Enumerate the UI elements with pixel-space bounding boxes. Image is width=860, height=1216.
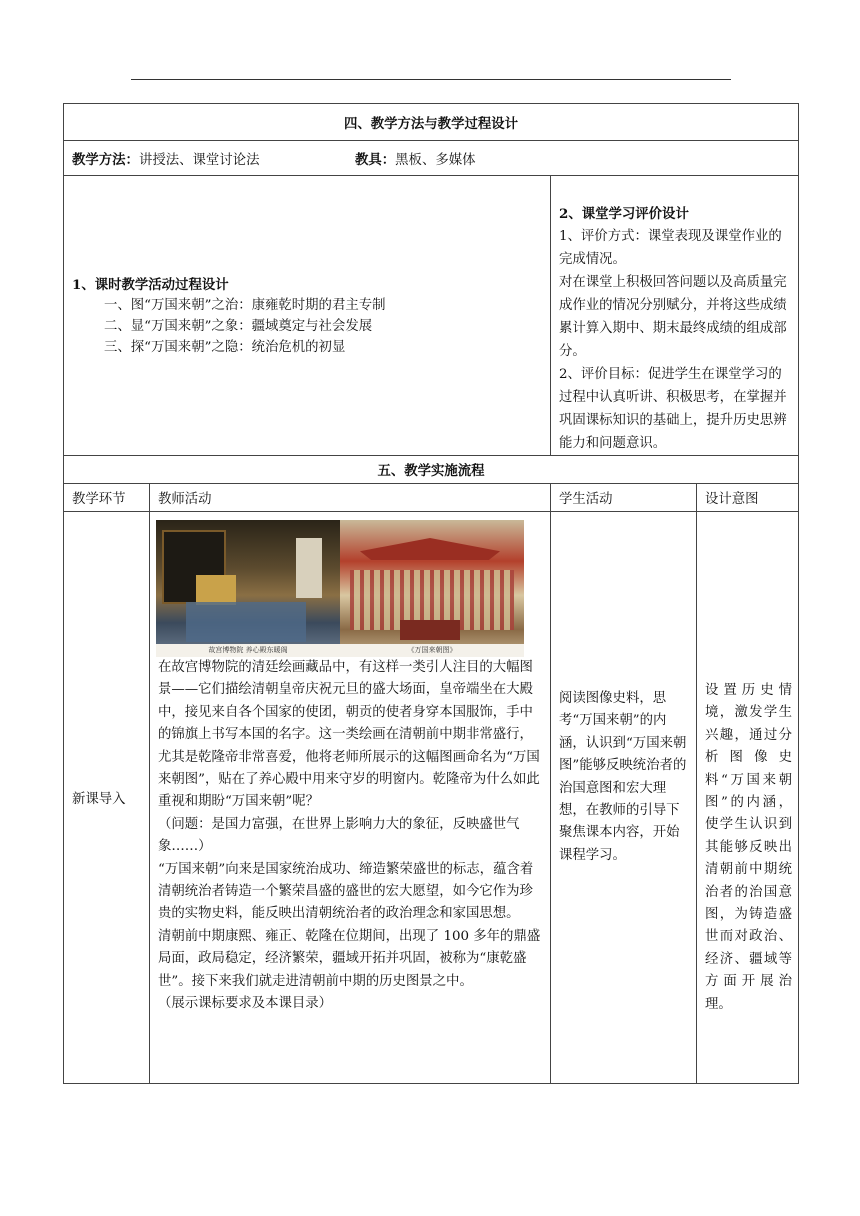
section4-title: 四、教学方法与教学过程设计 <box>64 104 799 141</box>
activity-item: 三、探“万国来朝”之隐：统治危机的初显 <box>104 339 346 355</box>
teacher-paragraph: 在故宫博物院的清廷绘画藏品中，有这样一类引人注目的大幅图景——它们描绘清朝皇帝庆祝元旦的盛大场面，皇帝端坐在大殿中，接见来自各个国家的使团，朝贡的使者身穿本国服饰，手中的锦旗上书写本国的名字。这一类绘画在清朝前中期非常盛行，尤其是乾隆帝非常喜爱，他将老师所展示的这幅图画命名为“万国来朝图”，贴在了养心殿中用来守岁的明窗内。乾隆帝为什么如此重视和期盼“万国来朝”呢？ <box>158 660 540 810</box>
header-rule <box>131 79 731 80</box>
methods-row <box>64 141 799 176</box>
evaluation-method: 1、评价方式：课堂表现及课堂作业的完成情况。 <box>559 229 782 267</box>
activity-item: 二、显“万国来朝”之象：疆域奠定与社会发展 <box>104 318 373 334</box>
student-activity-cell <box>551 512 697 1084</box>
lesson-plan-table <box>63 103 799 1084</box>
image-caption: 《万国来朝图》 <box>340 644 524 657</box>
evaluation-heading: 2、课堂学习评价设计 <box>559 206 689 222</box>
activity-design-heading: 1、课时教学活动过程设计 <box>72 276 229 293</box>
teacher-activity-cell <box>150 512 551 1084</box>
student-activity-text: 阅读图像史料，思考“万国来朝”的内涵，认识到“万国来朝图”能够反映统治者的治国意图和宏大理想，在教师的引导下聚焦课本内容，开始课程学习。 <box>559 691 687 863</box>
col-header-student: 学生活动 <box>551 484 697 512</box>
methods-value: 讲授法、课堂讨论法 <box>138 152 260 168</box>
activity-item: 一、图“万国来朝”之治：康雍乾时期的君主专制 <box>104 297 386 313</box>
teacher-paragraph: “万国来朝”向来是国家统治成功、缔造繁荣盛世的标志，蕴含着清朝统治者铸造一个繁荣昌盛的盛世的宏大愿望，如今它作为珍贵的实物史料，能反映出清朝统治者的政治理念和家国思想。 <box>158 861 534 922</box>
evaluation-goal: 2、评价目标：促进学生在课堂学习的过程中认真听讲、积极思考，在掌握并巩固课标知识的基础上，提升历史思辨能力和问题意识。 <box>559 367 787 451</box>
methods-label: 教学方法： <box>72 151 139 168</box>
col-header-stage: 教学环节 <box>64 484 150 512</box>
design-intent-cell <box>697 512 799 1084</box>
tools-value: 黑板、多媒体 <box>395 152 476 168</box>
teacher-paragraph: （问题：是国力富强，在世界上影响力大的象征，反映盛世气象……） <box>158 816 520 855</box>
design-intent-text: 设置历史情境，激发学生兴趣，通过分析图像史料“万国来朝图”的内涵，使学生认识到其能够反映出清朝前中期统治者的治国意图，为铸造盛世而对政治、经济、疆域等方面开展治理。 <box>705 683 792 1012</box>
intro-images <box>156 520 524 657</box>
palace-interior-image <box>156 520 340 657</box>
activity-design-cell <box>64 176 551 456</box>
wanguo-laichao-painting-image <box>340 520 524 657</box>
teacher-paragraph: 清朝前中期康熙、雍正、乾隆在位期间，出现了 100 多年的鼎盛局面，政局稳定，经济繁荣，疆域开拓并巩固，被称为“康乾盛世”。接下来我们就走进清朝前中期的历史图景之中。 <box>158 928 541 989</box>
evaluation-scoring: 对在课堂上积极回答问题以及高质量完成作业的情况分别赋分，并将这些成绩累计算入期中、期末最终成绩的组成部分。 <box>559 275 787 359</box>
col-header-intent: 设计意图 <box>697 484 799 512</box>
stage-cell: 新课导入 <box>64 512 150 1084</box>
col-header-teacher: 教师活动 <box>150 484 551 512</box>
table-row <box>64 512 799 1084</box>
tools-label: 教具： <box>355 151 396 168</box>
section5-title: 五、教学实施流程 <box>64 456 799 484</box>
teacher-paragraph: （展示课标要求及本课目录） <box>158 996 333 1012</box>
evaluation-design-cell <box>551 176 799 456</box>
image-caption: 故宫博物院 养心殿东暖阁 <box>156 644 340 657</box>
